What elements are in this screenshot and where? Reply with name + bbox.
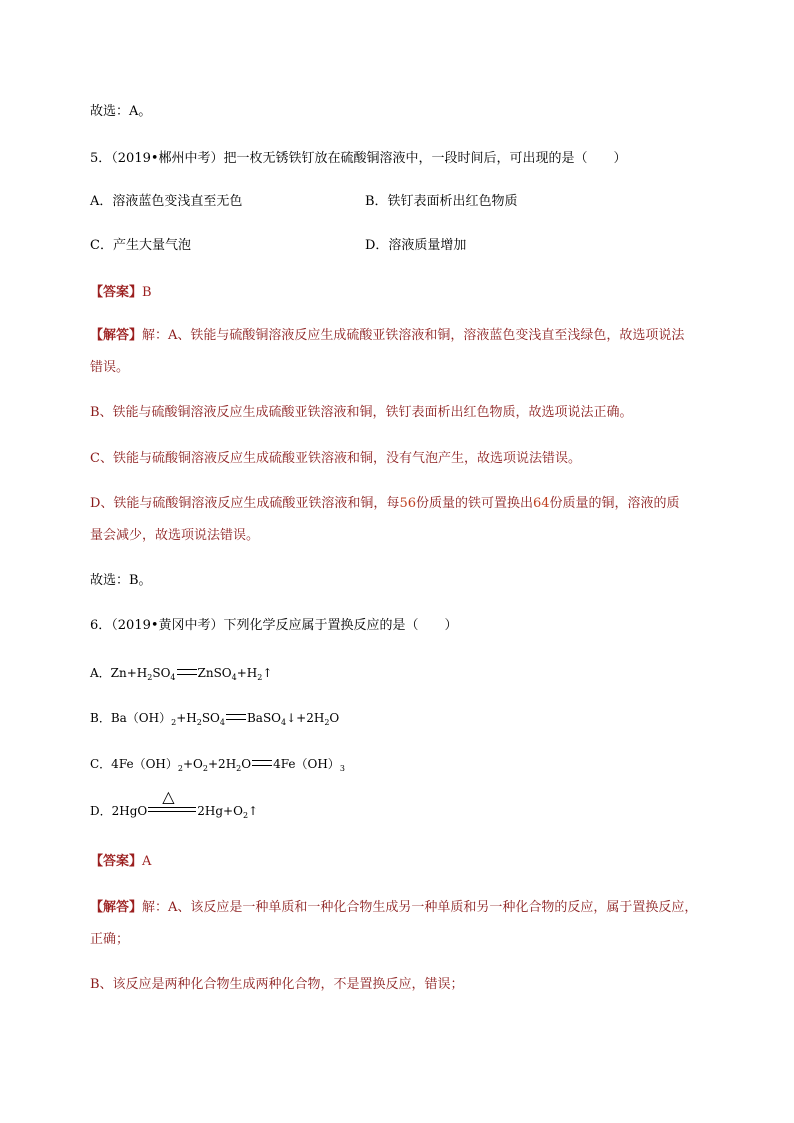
eq-text: 2Hg+O — [197, 804, 243, 818]
number-64: 64 — [533, 496, 550, 511]
q5-explanation-b: B、铁能与硫酸铜溶液反应生成硫酸亚铁溶液和铜，铁钉表面析出红色物质，故选项说法正确。 — [90, 405, 633, 420]
gas-arrow-icon: ↑ — [248, 804, 259, 818]
eq-text: +2H — [208, 757, 237, 771]
eq-text: +H — [236, 666, 258, 680]
eq-text: O — [241, 757, 252, 771]
eq-text: 4Fe（OH） — [273, 757, 340, 771]
text: D、铁能与硫酸铜溶液反应生成硫酸亚铁溶液和铜，每 — [90, 496, 400, 511]
answer-value: A — [142, 854, 152, 869]
answer-label: 【答案】 — [90, 854, 143, 869]
precipitate-arrow-icon: ↓ — [286, 711, 297, 725]
explanation-label: 【解答】 — [90, 900, 143, 915]
eq-text: +O — [183, 757, 203, 771]
answer-choose-a: 故选：A。 — [90, 104, 152, 119]
eq-text: D．2HgO — [90, 804, 148, 818]
subscript: 4 — [231, 673, 237, 682]
q6-option-a — [90, 665, 272, 686]
question-6: 6．（2019•黄冈中考）下列化学反应属于置换反应的是（ ） — [90, 618, 458, 633]
answer-label: 【答案】 — [90, 285, 143, 300]
subscript: 2 — [257, 673, 263, 682]
q5-explanation-d1 — [90, 496, 680, 512]
heating-condition — [148, 787, 196, 817]
subscript: 4 — [281, 718, 287, 727]
eq-text: B．Ba（OH） — [90, 711, 172, 725]
q5-explanation-c: C、铁能与硫酸铜溶液反应生成硫酸亚铁溶液和铜，没有气泡产生，故选项说法错误。 — [90, 451, 581, 466]
q6-option-c — [90, 756, 345, 777]
subscript: 2 — [242, 811, 249, 820]
eq-text: +2H — [296, 711, 325, 725]
equals-sign — [226, 714, 246, 720]
q5-explanation-line2: 错误。 — [90, 360, 130, 375]
explanation-text: 解：A、该反应是一种单质和一种化合物生成另一种单质和另一种化合物的反应，属于置换反应， — [142, 900, 698, 915]
q6-explanation-b: B、该反应是两种化合物生成两种化合物，不是置换反应，错误； — [90, 977, 464, 992]
eq-text: ZnSO — [197, 666, 232, 680]
subscript: 4 — [219, 718, 225, 727]
q6-option-d — [90, 787, 259, 824]
gas-arrow-icon: ↑ — [262, 666, 273, 680]
eq-text: SO — [152, 666, 171, 680]
question-5: 5．（2019•郴州中考）把一枚无锈铁钉放在硫酸铜溶液中，一段时间后，可出现的是（ ） — [90, 151, 627, 166]
explanation-text: 解：A、铁能与硫酸铜溶液反应生成硫酸亚铁溶液和铜，溶液蓝色变浅直至浅绿色，故选项说法 — [142, 328, 685, 343]
q5-option-c: C．产生大量气泡 — [90, 238, 191, 253]
q6-option-b — [90, 710, 339, 731]
answer-value: B — [142, 285, 152, 300]
eq-text: O — [329, 711, 340, 725]
subscript: 2 — [177, 764, 183, 773]
equals-bar — [148, 807, 196, 808]
q5-option-d: D．溶液质量增加 — [365, 238, 467, 253]
q5-explanation-d2: 量会减少，故选项说法错误。 — [90, 528, 260, 543]
subscript: 2 — [236, 764, 242, 773]
q6-explanation-line1 — [90, 900, 697, 916]
q6-explanation-line2: 正确； — [90, 932, 130, 947]
text: 份质量的铁可置换出 — [415, 496, 533, 511]
answer-choose-b: 故选：B。 — [90, 573, 152, 588]
subscript: 2 — [171, 718, 177, 727]
q5-answer — [90, 285, 152, 301]
subscript: 4 — [170, 673, 176, 682]
q5-option-b: B．铁钉表面析出红色物质 — [365, 194, 518, 209]
eq-text: C．4Fe（OH） — [90, 757, 178, 771]
equals-sign — [177, 669, 197, 675]
heat-triangle-icon: △ — [162, 787, 175, 806]
subscript: 2 — [196, 718, 202, 727]
subscript: 2 — [147, 673, 153, 682]
eq-text: BaSO — [246, 711, 282, 725]
eq-text: +H — [176, 711, 197, 725]
eq-text: A．Zn+H — [90, 666, 148, 680]
equals-bar — [148, 811, 196, 812]
subscript: 2 — [202, 764, 208, 773]
q5-option-a: A．溶液蓝色变浅直至无色 — [90, 194, 243, 209]
eq-text: SO — [201, 711, 220, 725]
subscript: 3 — [339, 764, 345, 773]
subscript: 2 — [324, 718, 330, 727]
text: 份质量的铜，溶液的质 — [549, 496, 680, 511]
q5-explanation-line1 — [90, 328, 684, 344]
number-56: 56 — [399, 496, 416, 511]
q6-answer — [90, 854, 151, 870]
equals-sign — [252, 760, 272, 766]
explanation-label: 【解答】 — [90, 328, 143, 343]
